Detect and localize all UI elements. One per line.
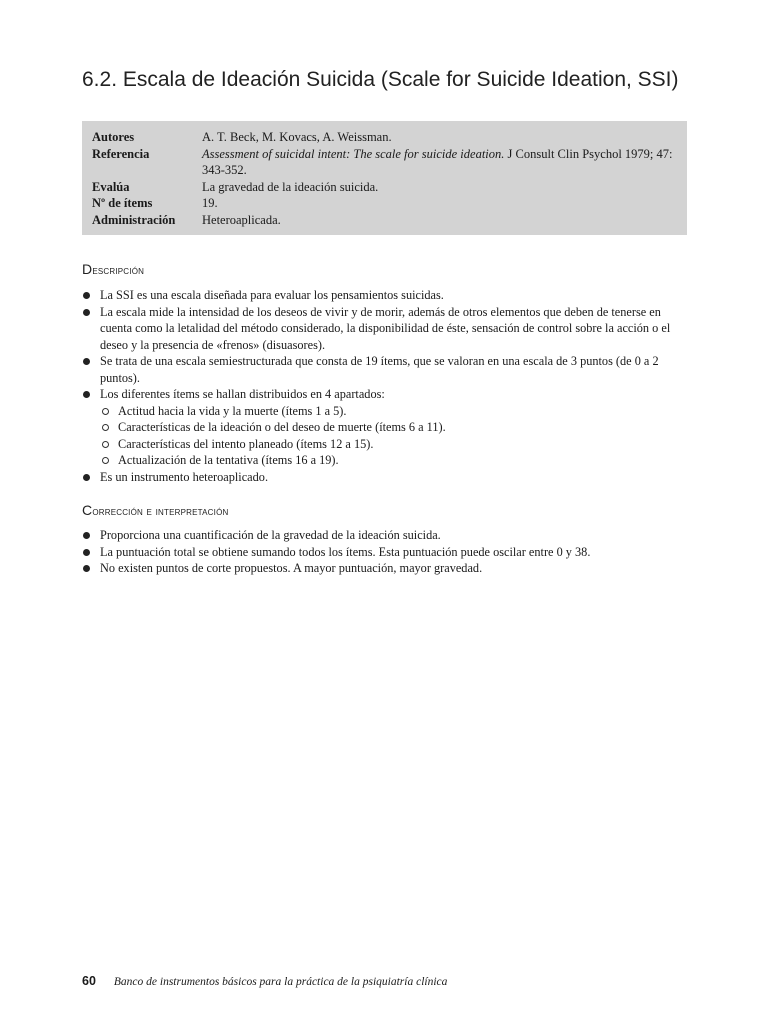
bullet-text: La SSI es una escala diseñada para evaluar los pensamientos suicidas. bbox=[100, 288, 444, 302]
authors-label: Autores bbox=[92, 130, 135, 144]
sub-bullet-text: Actualización de la tentativa (ítems 16 a 19). bbox=[118, 453, 339, 467]
bullet-icon bbox=[83, 391, 90, 398]
sub-list bbox=[100, 403, 692, 469]
description-heading-initial: D bbox=[82, 261, 93, 277]
list-item bbox=[82, 287, 692, 304]
list-item bbox=[82, 386, 692, 469]
sub-bullet-icon bbox=[102, 457, 109, 464]
correction-heading-rest: orrección e interpretación bbox=[92, 504, 229, 518]
sub-bullet-text: Características del intento planeado (ítems 12 a 15). bbox=[118, 436, 374, 451]
sub-bullet-text: Características de la ideación o del deseo de muerte (ítems 6 a 11). bbox=[118, 420, 446, 434]
reference-label: Referencia bbox=[92, 146, 150, 161]
info-box bbox=[82, 121, 687, 235]
bullet-text: Se trata de una escala semiestructurada que consta de 19 ítems, que se valoran en una escala de 3 puntos (de 0 a 2 puntos). bbox=[100, 354, 659, 385]
sub-list-item bbox=[100, 436, 692, 453]
list-item bbox=[82, 469, 692, 486]
sub-bullet-icon bbox=[102, 441, 109, 448]
list-item bbox=[82, 304, 692, 354]
correction-list bbox=[82, 527, 692, 577]
sub-list-item bbox=[100, 419, 692, 436]
reference-value bbox=[202, 146, 677, 179]
sub-bullet-icon bbox=[102, 408, 109, 415]
administration-label: Administración bbox=[92, 212, 176, 227]
bullet-text: Los diferentes ítems se hallan distribuidos en 4 apartados: bbox=[100, 387, 385, 401]
reference-title: Assessment of suicidal intent: The scale for suicide ideation. bbox=[202, 146, 505, 161]
bullet-icon bbox=[83, 309, 90, 316]
correction-heading bbox=[82, 502, 229, 518]
bullet-icon bbox=[83, 549, 90, 556]
reference-details: J Consult Clin Psychol 1979; 47: 343-352. bbox=[202, 146, 673, 177]
bullet-text: Es un instrumento heteroaplicado. bbox=[100, 469, 269, 484]
sub-list-item bbox=[100, 452, 692, 469]
footer-text: Banco de instrumentos básicos para la práctica de la psiquiatría clínica bbox=[113, 976, 448, 988]
evaluates-label: Evalúa bbox=[92, 179, 130, 194]
info-row-reference bbox=[92, 146, 677, 179]
info-row-items bbox=[92, 195, 677, 212]
description-heading-rest: escripción bbox=[92, 263, 145, 277]
list-item bbox=[82, 527, 692, 544]
page-number: 60 bbox=[82, 974, 96, 988]
sub-list-item bbox=[100, 403, 692, 420]
bullet-icon bbox=[83, 292, 90, 299]
correction-heading-initial: C bbox=[82, 502, 93, 518]
bullet-icon bbox=[83, 358, 90, 365]
info-row-authors bbox=[92, 129, 677, 146]
list-item bbox=[82, 560, 692, 577]
bullet-text: No existen puntos de corte propuestos. A mayor puntuación, mayor gravedad. bbox=[100, 561, 483, 575]
page-title: 6.2. Escala de Ideación Suicida (Scale for Suicide Ideation, SSI) bbox=[82, 68, 679, 91]
bullet-icon bbox=[83, 474, 90, 481]
items-label: Nº de ítems bbox=[92, 196, 153, 210]
bullet-text: La puntuación total se obtiene sumando todos los ítems. Esta puntuación puede oscilar entre 0 y 38. bbox=[100, 544, 591, 559]
evaluates-value: La gravedad de la ideación suicida. bbox=[202, 179, 379, 194]
page-footer bbox=[82, 974, 682, 988]
info-row-administration bbox=[92, 212, 677, 229]
administration-value: Heteroaplicada. bbox=[202, 212, 281, 227]
sub-bullet-icon bbox=[102, 424, 109, 431]
bullet-text: La escala mide la intensidad de los deseos de vivir y de morir, además de otros elementos que deben de tenerse en cuenta como la letalidad del método considerado, la disponibilidad de éste, sensación de control sobre la acción o el deseo y la presencia de «frenos» (disuasores). bbox=[100, 304, 671, 352]
list-item bbox=[82, 544, 692, 561]
description-heading bbox=[82, 261, 144, 277]
bullet-icon bbox=[83, 532, 90, 539]
list-item bbox=[82, 353, 692, 386]
description-list bbox=[82, 287, 692, 485]
bullet-icon bbox=[83, 565, 90, 572]
sub-bullet-text: Actitud hacia la vida y la muerte (ítems 1 a 5). bbox=[118, 403, 347, 418]
bullet-text: Proporciona una cuantificación de la gravedad de la ideación suicida. bbox=[100, 528, 441, 542]
items-value: 19. bbox=[202, 196, 218, 210]
info-row-evaluates bbox=[92, 179, 677, 196]
authors-value: A. T. Beck, M. Kovacs, A. Weissman. bbox=[202, 130, 392, 144]
